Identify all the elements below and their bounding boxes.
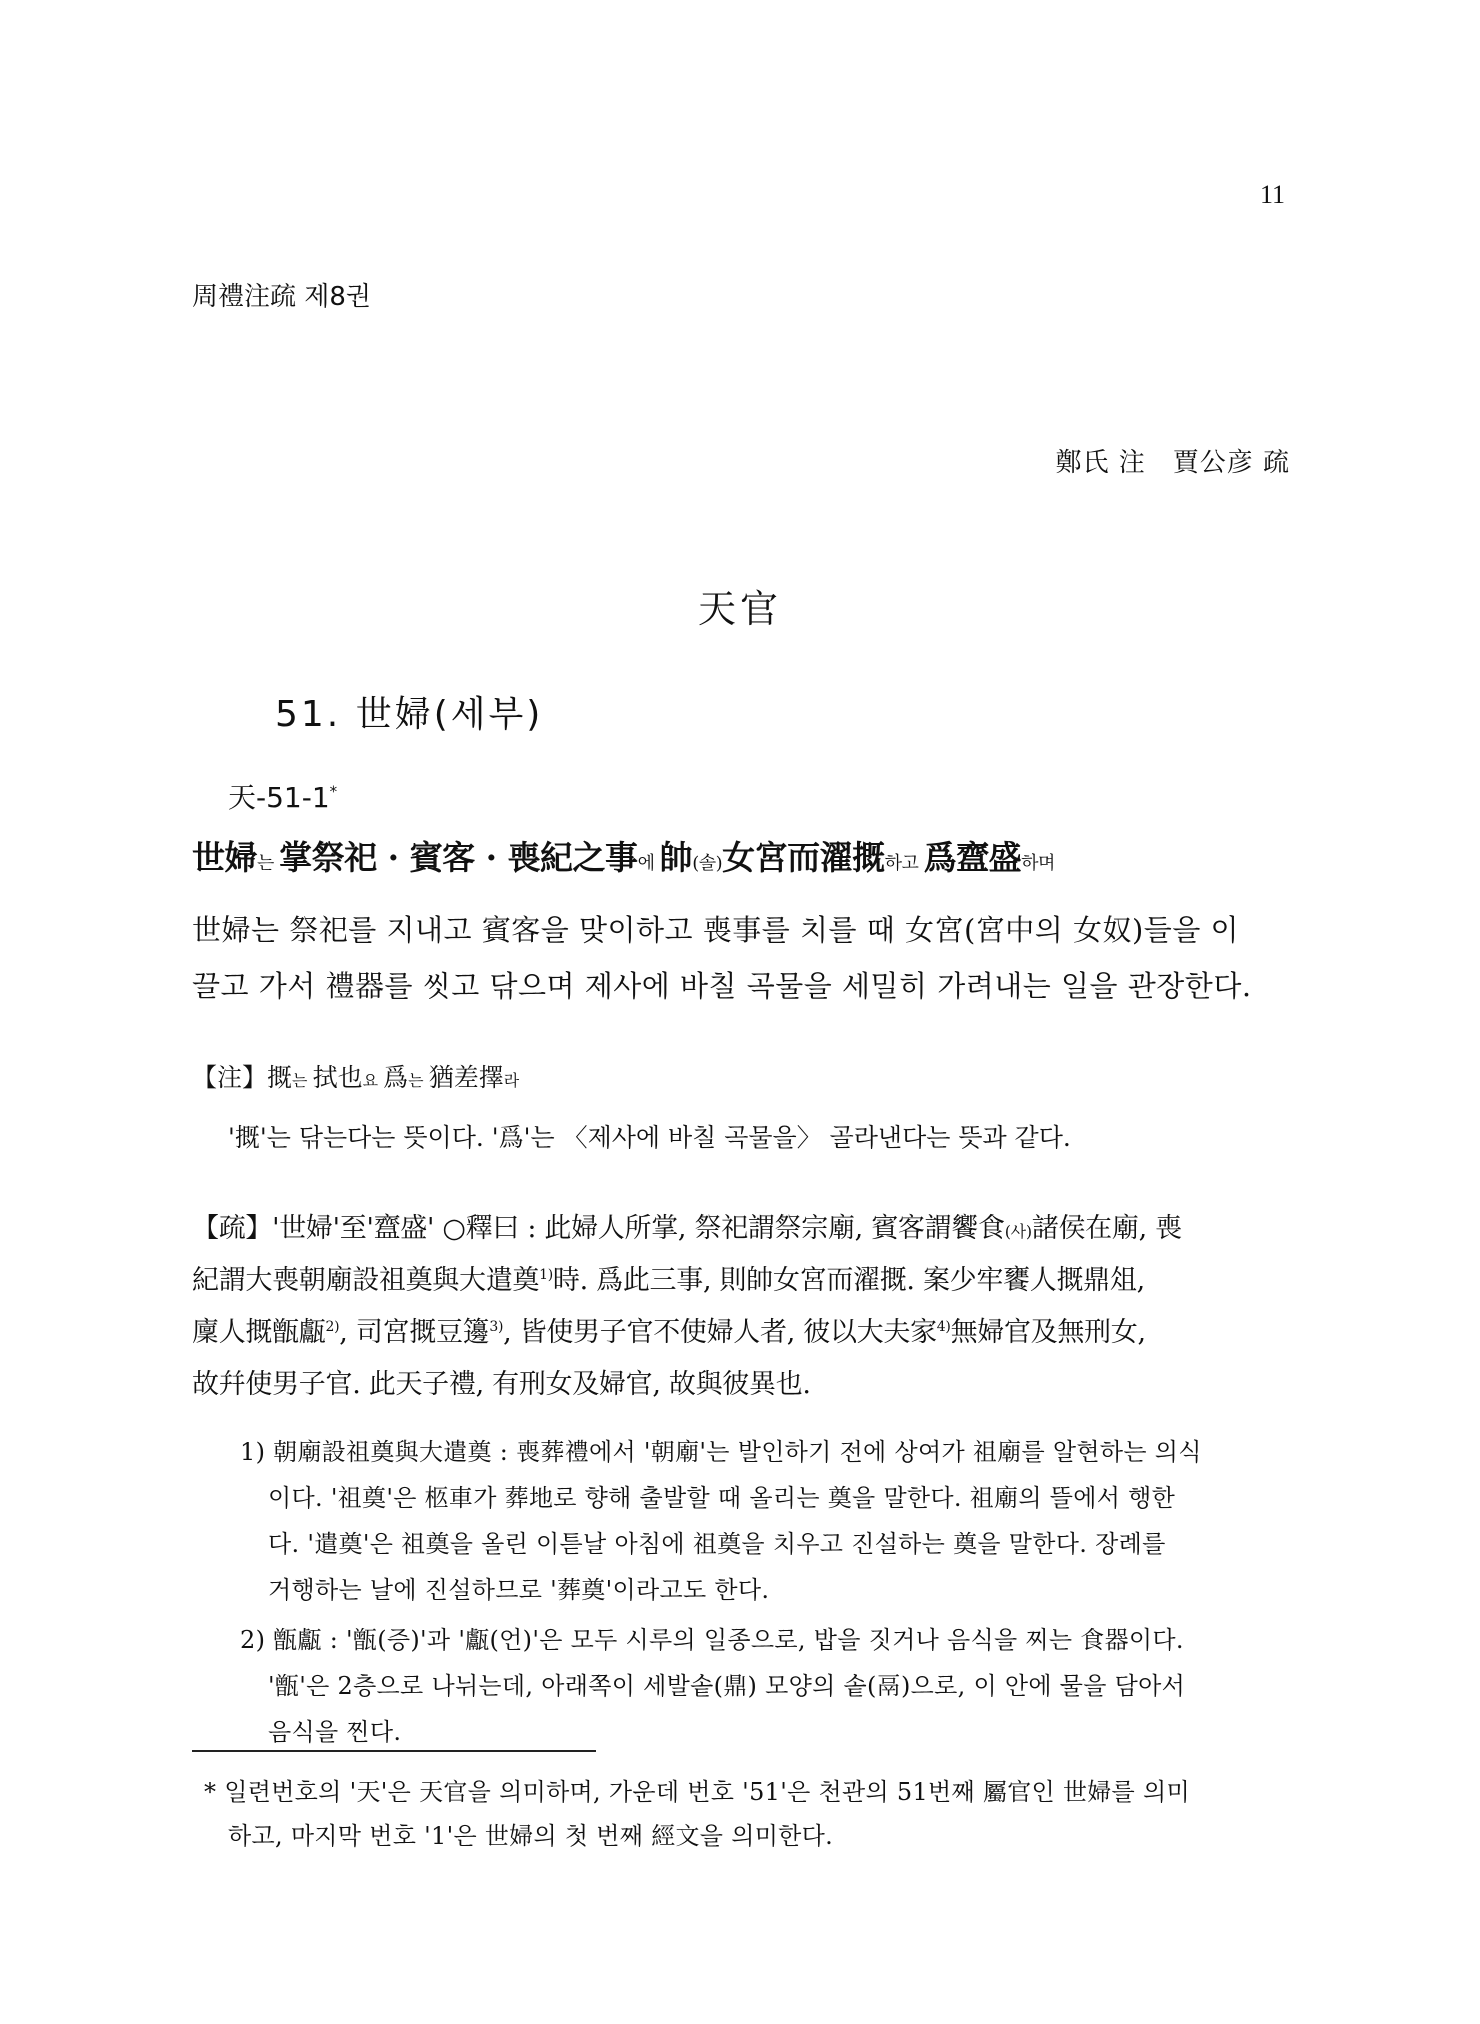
commentary-line2-post: 時. 爲此三事, 則帥女宮而濯摡. 案少牢饔人摡鼎俎,	[552, 1265, 1145, 1296]
entry-id-text: 天-51-1	[228, 781, 330, 814]
footnote-1-line4: 거행하는 날에 진설하므로 '葬奠'이라고도 한다.	[268, 1576, 770, 1604]
footnote-1-line3: 다. '遣奠'은 祖奠을 올린 이튿날 아침에 祖奠을 치우고 진설하는 奠을 말한다. 장례를	[268, 1530, 1166, 1558]
commentary-line1-post: 諸侯在廟, 喪	[1031, 1213, 1182, 1244]
commentary-line4: 故幷使男子官. 此天子禮, 有刑女及婦官, 故與彼異也.	[192, 1369, 811, 1400]
commentary-line3-b: , 司宮摡豆籩	[339, 1317, 490, 1348]
main-seg4: 에	[637, 853, 660, 874]
footnote-ref-3: 3)	[489, 1319, 504, 1335]
main-seg10: 하며	[1021, 853, 1055, 874]
note-label: 【注】	[192, 1063, 268, 1092]
footnote-1-line2: 이다. '祖奠'은 柩車가 葬地로 향해 출발할 때 올리는 奠을 말한다. 祖廟의 뜰에서 행한	[268, 1484, 1176, 1512]
entry-footnote-mark: *	[329, 782, 338, 801]
translation-line1: 世婦는 祭祀를 지내고 賓客을 맞이하고 喪事를 치를 때 女宮(宮中의 女奴)들을 이	[192, 913, 1240, 947]
main-seg7: 女宮而濯摡	[722, 838, 885, 877]
footnote-ref-2: 2)	[325, 1319, 340, 1335]
commentary-line1-pre: 【疏】'世婦'至'齍盛' ○釋曰 : 此婦人所掌, 祭祀謂祭宗廟, 賓客謂饗食	[192, 1213, 1005, 1244]
note-seg7: 猶差擇	[428, 1063, 504, 1092]
note-seg4: 요	[362, 1071, 384, 1090]
note-line	[192, 1058, 519, 1094]
footnote-1-line1: 1) 朝廟設祖奠與大遣奠 : 喪葬禮에서 '朝廟'는 발인하기 전에 상여가 祖廟를 알현하는 의식	[240, 1438, 1202, 1466]
commentary-line3	[192, 1310, 1302, 1349]
commentary-line2-pre: 紀謂大喪朝廟設祖奠與大遣奠	[192, 1265, 540, 1296]
footnote-2-line3: 음식을 찐다.	[268, 1718, 402, 1746]
footnote-ref-1: 1)	[539, 1267, 553, 1283]
note-translation: '摡'는 닦는다는 뜻이다. '爲'는 〈제사에 바칠 곡물을〉 골라낸다는 뜻과 같다.	[228, 1123, 1071, 1152]
section-title: 天官	[697, 587, 782, 631]
chapter-heading: 51. 世婦(세부)	[275, 694, 544, 735]
main-seg1: 世婦	[192, 838, 257, 877]
main-seg2: 는	[257, 853, 280, 874]
main-seg3: 掌祭祀 · 賓客 · 喪紀之事	[279, 838, 638, 877]
commentary-line1-small: (사)	[1004, 1222, 1032, 1241]
note-seg6: 는	[408, 1071, 429, 1090]
footnote-divider	[192, 1750, 596, 1752]
commentary-line3-c: , 皆使男子官不使婦人者, 彼以大夫家	[503, 1317, 937, 1348]
classical-text	[192, 832, 1312, 879]
book-title: 周禮注疏 제8권	[192, 282, 372, 312]
commentary-line1	[192, 1206, 1302, 1245]
commentary-line3-d: 無婦官及無刑女,	[950, 1317, 1146, 1348]
main-seg6: (솔)	[692, 853, 723, 874]
entry-id	[228, 776, 337, 816]
footnote-2-line1: 2) 甑甗 : '甑(증)'과 '甗(언)'은 모두 시루의 일종으로, 밥을 짓거나 음식을 찌는 食器이다.	[240, 1626, 1184, 1654]
bottom-note-line2: 하고, 마지막 번호 '1'은 世婦의 첫 번째 經文을 의미한다.	[228, 1822, 834, 1850]
main-seg8: 하고	[884, 853, 924, 874]
commentary-line2	[192, 1258, 1302, 1297]
page-number: 11	[1260, 180, 1286, 209]
note-seg2: 는	[292, 1071, 313, 1090]
note-seg1: 摡	[267, 1063, 293, 1092]
author-line: 鄭氏 注 賈公彦 疏	[1055, 448, 1290, 478]
translation-line2: 끌고 가서 禮器를 씻고 닦으며 제사에 바칠 곡물을 세밀히 가려내는 일을 관장한다.	[192, 969, 1252, 1003]
main-seg5: 帥	[659, 838, 693, 877]
footnote-ref-4: 4)	[936, 1319, 951, 1335]
main-seg9: 爲齍盛	[923, 838, 1022, 877]
note-seg8: 라	[503, 1071, 520, 1090]
bottom-note-line1: * 일련번호의 '天'은 天官을 의미하며, 가운데 번호 '51'은 천관의 51번째 屬官인 世婦를 의미	[204, 1778, 1190, 1806]
commentary-line3-a: 廩人摡甑甗	[192, 1317, 326, 1348]
note-seg3: 拭也	[312, 1063, 363, 1092]
note-seg5: 爲	[383, 1063, 409, 1092]
footnote-2-line2: '甑'은 2층으로 나뉘는데, 아래쪽이 세발솥(鼎) 모양의 솥(鬲)으로, 이 안에 물을 담아서	[268, 1672, 1186, 1700]
